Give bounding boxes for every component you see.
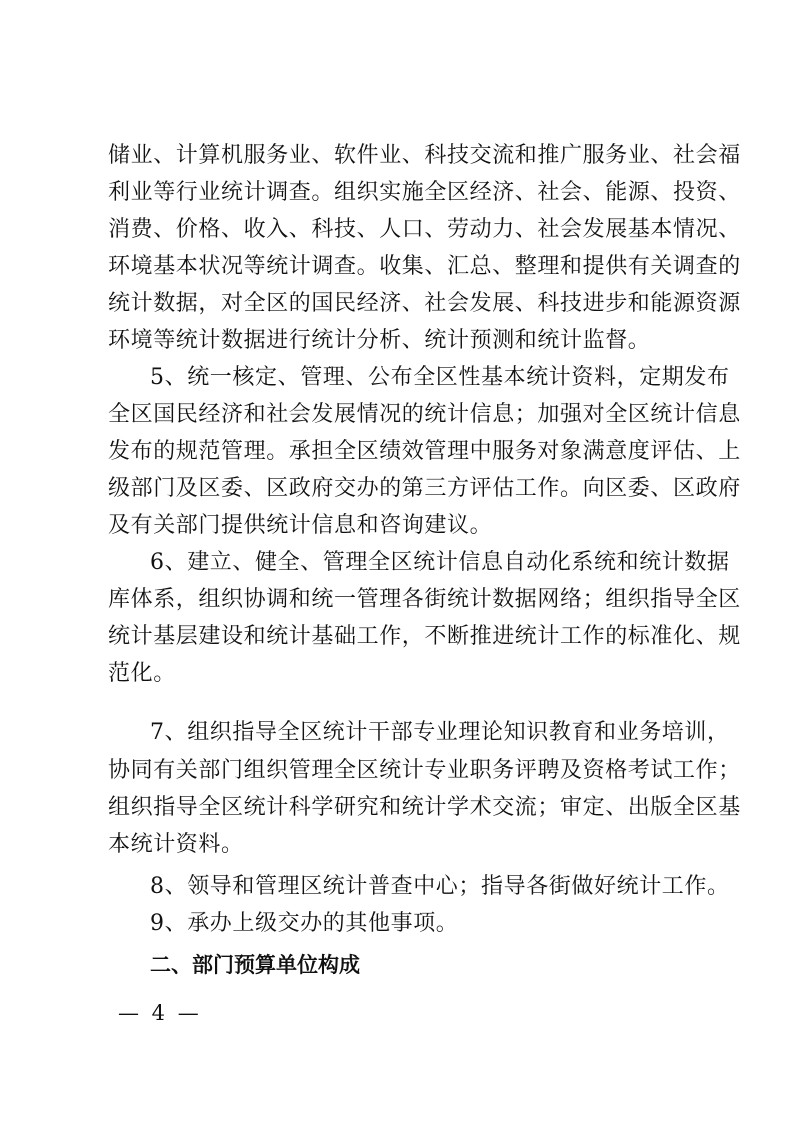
- text-line: 9、承办上级交办的其他事项。: [150, 911, 459, 936]
- text-line: 储业、计算机服务业、软件业、科技交流和推广服务业、社会福: [108, 143, 741, 168]
- text-line: 6、建立、健全、管理全区统计信息自动化系统和统计数据: [150, 550, 730, 575]
- text-line: 全区国民经济和社会发展情况的统计信息；加强对全区统计信息: [108, 402, 741, 427]
- text-line: 统计数据，对全区的国民经济、社会发展、科技进步和能源资源: [108, 291, 741, 316]
- page-number: — 4 —: [118, 1001, 202, 1025]
- text-line: 发布的规范管理。承担全区绩效管理中服务对象满意度评估、上: [108, 439, 741, 464]
- section-heading: 二、部门预算单位构成: [150, 953, 360, 977]
- text-line: 级部门及区委、区政府交办的第三方评估工作。向区委、区政府: [108, 476, 741, 501]
- text-line: 本统计资料。: [108, 832, 244, 857]
- text-line: 消费、价格、收入、科技、人口、劳动力、社会发展基本情况、: [108, 217, 741, 242]
- text-line: 环境等统计数据进行统计分析、统计预测和统计监督。: [108, 328, 651, 353]
- text-line: 8、领导和管理区统计普查中心；指导各街做好统计工作。: [150, 874, 730, 899]
- text-line: 利业等行业统计调查。组织实施全区经济、社会、能源、投资、: [108, 180, 741, 205]
- text-line: 环境基本状况等统计调查。收集、汇总、整理和提供有关调查的: [108, 254, 741, 279]
- text-line: 及有关部门提供统计信息和咨询建议。: [108, 513, 493, 538]
- text-line: 范化。: [108, 661, 176, 686]
- text-line: 库体系，组织协调和统一管理各街统计数据网络；组织指导全区: [108, 587, 741, 612]
- text-line: 5、统一核定、管理、公布全区性基本统计资料，定期发布: [150, 365, 730, 390]
- text-line: 统计基层建设和统计基础工作，不断推进统计工作的标准化、规: [108, 624, 741, 649]
- text-line: 组织指导全区统计科学研究和统计学术交流；审定、出版全区基: [108, 795, 741, 820]
- text-line: 7、组织指导全区统计干部专业理论知识教育和业务培训，: [150, 720, 730, 745]
- text-line: 协同有关部门组织管理全区统计专业职务评聘及资格考试工作；: [108, 758, 741, 783]
